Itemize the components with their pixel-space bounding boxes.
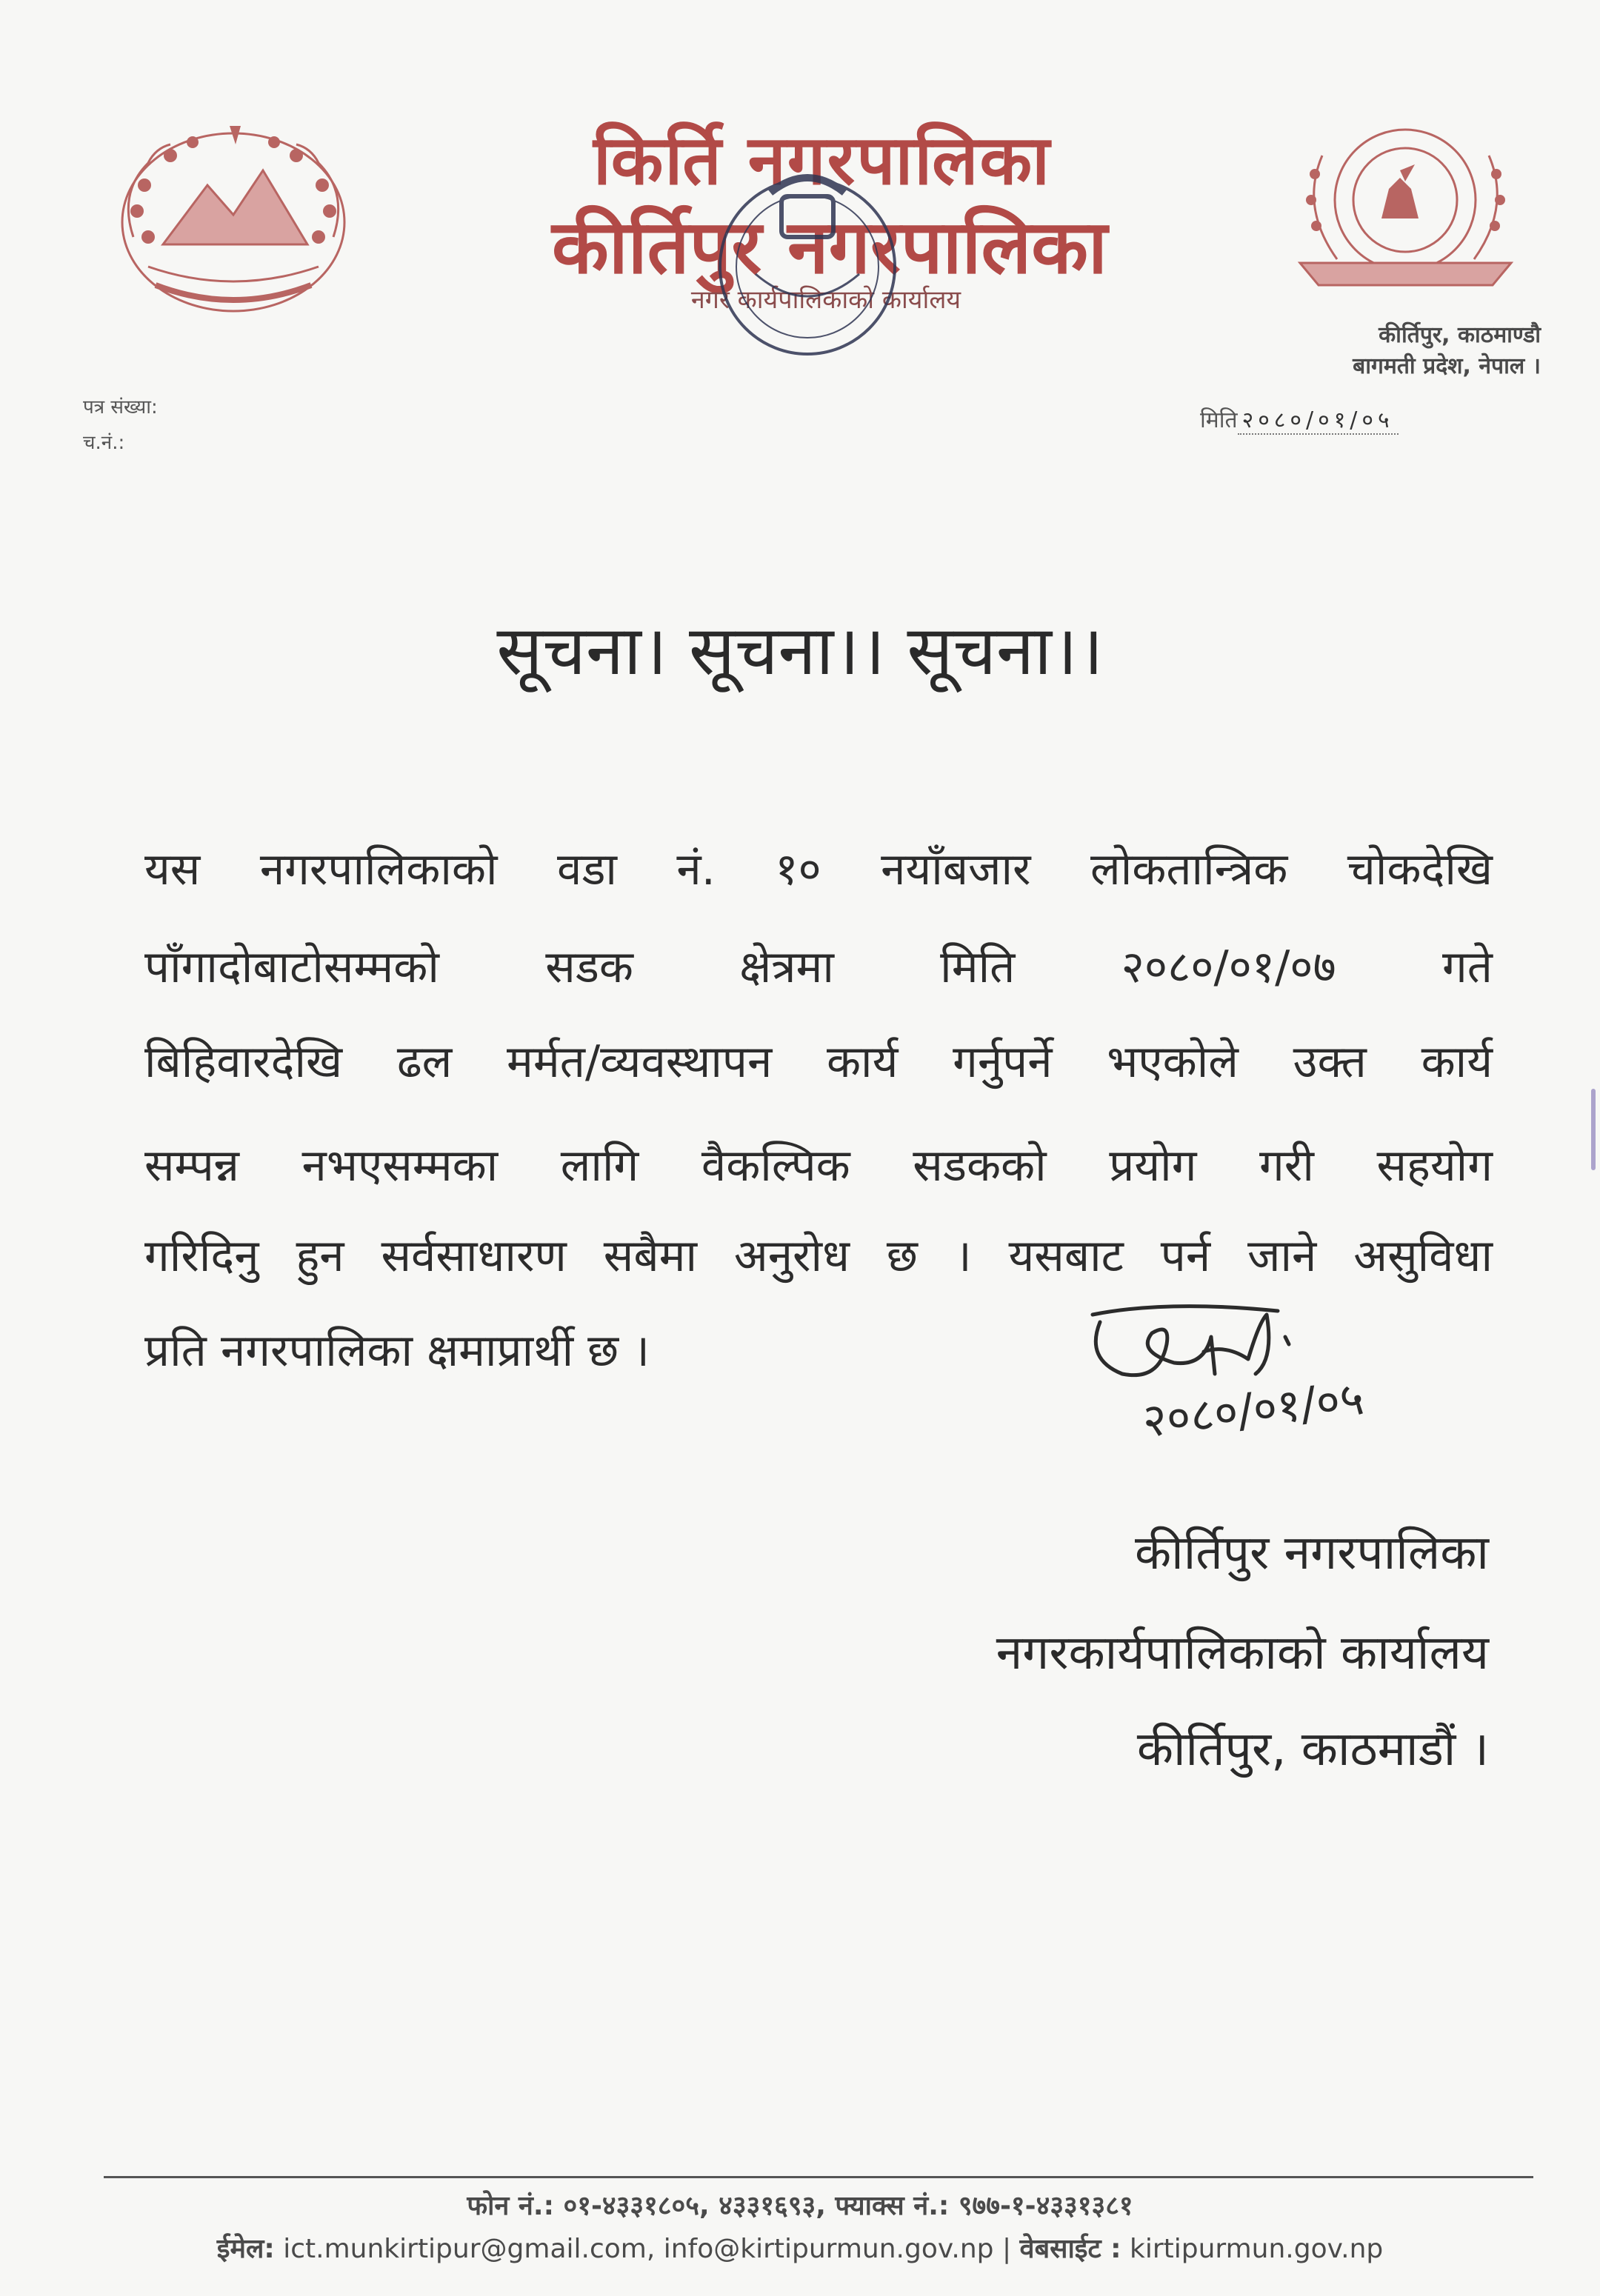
notice-body-line: यस नगरपालिकाको वडा नं. १० नयाँबजार लोकतान्त्रिक चोकदेखि <box>144 844 1493 895</box>
letterhead-office-name: नगर कार्यपालिकाको कार्यालय <box>690 285 961 315</box>
email-value: ict.munkirtipur@gmail.com, info@kirtipurmun.gov.np <box>283 2234 994 2264</box>
notice-title: सूचना। सूचना।। सूचना।। <box>496 611 1104 690</box>
letter-date <box>1200 404 1399 434</box>
signatory-office: नगरकार्यपालिकाको कार्यालय <box>996 1626 1489 1681</box>
website-value: kirtipurmun.gov.np <box>1129 2234 1384 2264</box>
footer-divider <box>104 2176 1533 2178</box>
signatory-municipality: कीर्तिपुर नगरपालिका <box>1134 1526 1489 1581</box>
date-label: मिति <box>1200 407 1238 433</box>
scan-artifact <box>1591 1089 1596 1170</box>
handwritten-signature <box>1078 1292 1463 1455</box>
signatory-address: कीर्तिपुर, काठमाडौं । <box>1136 1722 1489 1777</box>
letterhead-title-line1: किर्ति नगरपालिका <box>593 121 1052 200</box>
footer-contact-phone: फोन नं.: ०१-४३३१८०५, ४३३१६९३, फ्याक्स नं.: ९७७-१-४३३१३८१ <box>467 2191 1133 2221</box>
office-stamp-icon <box>689 148 926 385</box>
letterhead-address-city: कीर्तिपुर, काठमाण्डौ <box>1379 322 1541 348</box>
footer-contact-web <box>0 2229 1600 2266</box>
email-label: ईमेल: <box>216 2234 275 2264</box>
reference-number-label: पत्र संख्या: <box>83 396 158 418</box>
nepal-government-emblem-icon <box>104 111 363 333</box>
dispatch-number-label: च.नं.: <box>83 432 125 454</box>
footer-separator: | <box>1001 2234 1012 2264</box>
notice-body-line: गरिदिनु हुन सर्वसाधारण सबैमा अनुरोध छ । यसबाट पर्न जाने असुविधा <box>144 1230 1493 1282</box>
letterhead-title-line2: कीर्तिपुर नगरपालिका <box>552 204 1107 290</box>
notice-body-line: प्रति नगरपालिका क्षमाप्रार्थी छ । <box>144 1325 650 1377</box>
kirtipur-municipality-logo-icon <box>1270 111 1541 311</box>
date-value: २०८०/०१/०५ <box>1238 407 1399 435</box>
notice-body-line: सम्पन्न नभएसम्मका लागि वैकल्पिक सडकको प्रयोग गरी सहयोग <box>144 1140 1493 1192</box>
notice-body-line: पाँगादोबाटोसम्मको सडक क्षेत्रमा मिति २०८०/०१/०७ गते <box>144 941 1493 993</box>
notice-body-line: बिहिवारदेखि ढल मर्मत/व्यवस्थापन कार्य गर्नुपर्ने भएकोले उक्त कार्य <box>144 1036 1493 1088</box>
signature-date: २०८०/०१/०५ <box>1139 1370 1367 1448</box>
website-label: वेबसाईट : <box>1019 2234 1121 2264</box>
letterhead-address-province: बागमती प्रदेश, नेपाल । <box>1353 353 1541 379</box>
